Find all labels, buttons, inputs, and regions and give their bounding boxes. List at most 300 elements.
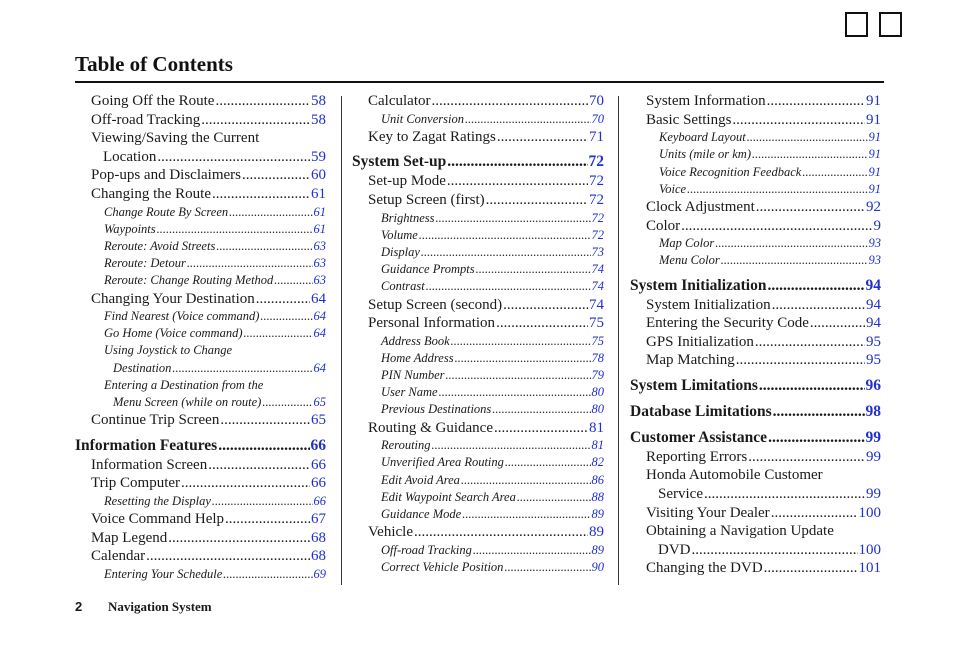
toc-page-link[interactable]: 60 xyxy=(311,167,326,184)
toc-leader-dots xyxy=(496,315,588,332)
toc-leader-dots xyxy=(455,351,591,366)
toc-page-link[interactable]: 90 xyxy=(591,559,604,574)
toc-entry[interactable] xyxy=(75,186,326,205)
toc-entry-label: Map Legend xyxy=(91,529,168,546)
toc-entry-label: Trip Computer xyxy=(91,475,181,492)
toc-page-link[interactable]: 68 xyxy=(311,529,326,546)
toc-entry-label: Map Matching xyxy=(646,352,735,369)
toc-page-link[interactable]: 89 xyxy=(589,524,604,541)
toc-entry[interactable] xyxy=(352,315,604,334)
toc-leader-dots xyxy=(764,560,858,577)
toc-entry[interactable] xyxy=(352,279,604,296)
toc-entry-label: Set-up Mode xyxy=(368,173,446,190)
nav-box-right[interactable] xyxy=(879,12,902,37)
toc-leader-dots xyxy=(157,149,310,166)
toc-page-link[interactable]: 81 xyxy=(591,438,604,453)
toc-entry[interactable] xyxy=(630,334,881,353)
toc-page-link[interactable]: 99 xyxy=(866,486,881,503)
toc-entry-label: Using Joystick to Change xyxy=(104,343,233,358)
toc-entry-label: Menu Color xyxy=(659,253,720,268)
toc-leader-dots xyxy=(492,402,590,417)
toc-entry[interactable] xyxy=(75,457,326,476)
toc-page-link[interactable]: 80 xyxy=(591,385,604,400)
toc-entry-label: Destination xyxy=(113,360,172,375)
toc-entry-label: Voice Command Help xyxy=(91,511,225,528)
toc-entry-label: System Limitations xyxy=(630,376,758,394)
toc-page-link[interactable]: 82 xyxy=(591,455,604,470)
toc-entry-label: Rerouting xyxy=(381,438,431,453)
toc-entry[interactable] xyxy=(352,93,604,112)
toc-entry[interactable] xyxy=(75,378,326,395)
toc-leader-dots xyxy=(229,205,312,220)
toc-entry[interactable] xyxy=(630,560,881,579)
toc-entry-label: System Information xyxy=(646,93,766,109)
toc-leader-dots xyxy=(439,385,591,400)
toc-entry[interactable] xyxy=(630,182,881,199)
toc-section-heading[interactable] xyxy=(630,271,881,297)
toc-page-link[interactable]: 91 xyxy=(868,147,881,162)
toc-page-link[interactable]: 58 xyxy=(311,93,326,109)
toc-leader-dots xyxy=(465,112,591,127)
toc-entry-label: Contrast xyxy=(381,279,425,294)
toc-page-link[interactable]: 72 xyxy=(589,191,604,208)
toc-entry-label: Reporting Errors xyxy=(646,448,748,465)
toc-entry[interactable] xyxy=(352,507,604,524)
toc-entry-label: Visiting Your Dealer xyxy=(646,504,770,521)
toc-entry[interactable] xyxy=(75,548,326,567)
toc-page-link[interactable]: 65 xyxy=(311,412,326,429)
toc-entry[interactable] xyxy=(352,211,604,228)
toc-leader-dots xyxy=(687,182,867,197)
toc-leader-dots xyxy=(461,473,591,488)
toc-page-link[interactable]: 66 xyxy=(311,475,326,492)
toc-entry[interactable] xyxy=(630,112,881,131)
toc-entry-label: Resetting the Display xyxy=(104,494,211,508)
toc-page-link[interactable]: 89 xyxy=(591,542,604,557)
toc-entry-label: Changing Your Destination xyxy=(91,290,255,307)
toc-page-link[interactable]: 72 xyxy=(591,227,604,242)
toc-entry[interactable] xyxy=(352,262,604,279)
toc-entry-label: Customer Assistance xyxy=(630,428,768,446)
toc-leader-dots xyxy=(732,112,865,129)
toc-entry-label: Entering the Security Code xyxy=(646,315,809,332)
toc-page-link[interactable]: 79 xyxy=(591,368,604,383)
toc-entry[interactable] xyxy=(75,326,326,343)
toc-entry-label: Keyboard Layout xyxy=(659,130,746,145)
toc-leader-dots xyxy=(256,291,310,308)
toc-column-2 xyxy=(352,93,604,577)
toc-page-link[interactable]: 71 xyxy=(589,128,604,145)
toc-entry-label: Home Address xyxy=(381,350,454,365)
toc-entry-label: Calendar xyxy=(91,548,146,565)
toc-entry[interactable] xyxy=(630,505,881,524)
toc-page-link[interactable]: 101 xyxy=(858,560,881,577)
toc-leader-dots xyxy=(212,186,310,203)
toc-entry-label: Information Features xyxy=(75,436,218,454)
toc-page-link[interactable]: 63 xyxy=(313,273,326,288)
toc-entry[interactable] xyxy=(75,93,326,112)
toc-entry[interactable] xyxy=(352,455,604,472)
toc-leader-dots xyxy=(486,192,588,209)
toc-entry-label: Guidance Prompts xyxy=(381,262,475,277)
toc-entry[interactable] xyxy=(352,473,604,490)
toc-page-link[interactable]: 68 xyxy=(311,548,326,565)
toc-leader-dots xyxy=(721,253,868,268)
toc-entry-label: GPS Initialization xyxy=(646,333,754,350)
toc-entry-label: Correct Vehicle Position xyxy=(381,559,504,574)
toc-entry[interactable] xyxy=(352,438,604,455)
toc-entry-label: Location xyxy=(103,148,157,165)
toc-entry-label: User Name xyxy=(381,385,438,400)
toc-entry-label: Honda Automobile Customer xyxy=(646,467,823,484)
toc-leader-dots xyxy=(759,377,865,395)
toc-page-link[interactable]: 99 xyxy=(865,428,881,446)
toc-entry-label: System Set-up xyxy=(352,153,447,171)
toc-page-link[interactable]: 99 xyxy=(866,448,881,465)
toc-page-link[interactable]: 74 xyxy=(591,262,604,277)
toc-page-link[interactable]: 64 xyxy=(311,290,326,307)
toc-entry-label: Display xyxy=(381,244,420,259)
toc-leader-dots xyxy=(768,429,864,447)
toc-page-link[interactable]: 72 xyxy=(589,173,604,190)
toc-leader-dots xyxy=(517,490,591,505)
toc-leader-dots xyxy=(421,245,591,260)
toc-page-link[interactable]: 100 xyxy=(858,541,881,558)
toc-page-link[interactable]: 92 xyxy=(866,198,881,215)
toc-leader-dots xyxy=(181,475,310,492)
toc-entry[interactable] xyxy=(352,524,604,543)
toc-entry-label: Personal Information xyxy=(368,315,496,332)
toc-page-link[interactable]: 80 xyxy=(591,402,604,417)
toc-leader-dots xyxy=(262,395,312,410)
toc-entry[interactable] xyxy=(630,449,881,468)
toc-entry[interactable] xyxy=(630,315,881,334)
toc-leader-dots xyxy=(432,438,591,453)
toc-entry-label: System Initialization xyxy=(630,276,767,294)
toc-entry-label: Voice xyxy=(659,181,687,196)
toc-page-link[interactable]: 63 xyxy=(313,256,326,271)
toc-entry[interactable] xyxy=(630,467,881,486)
toc-leader-dots xyxy=(736,352,865,369)
toc-entry-label: Change Route By Screen xyxy=(104,204,229,219)
toc-entry-label: Units (mile or km) xyxy=(659,147,751,162)
toc-entry[interactable] xyxy=(75,256,326,273)
toc-entry[interactable] xyxy=(75,309,326,326)
nav-box-left[interactable] xyxy=(845,12,868,37)
toc-page-link[interactable]: 70 xyxy=(591,111,604,126)
toc-page-link[interactable]: 64 xyxy=(313,326,326,341)
toc-entry[interactable] xyxy=(352,228,604,245)
toc-page-link[interactable]: 75 xyxy=(589,315,604,332)
toc-entry-label: Brightness xyxy=(381,210,435,225)
toc-entry[interactable] xyxy=(75,291,326,310)
toc-leader-dots xyxy=(504,560,590,575)
toc-section-heading[interactable] xyxy=(352,147,604,173)
toc-section-heading[interactable] xyxy=(630,397,881,423)
toc-page-link[interactable]: 66 xyxy=(310,436,326,454)
toc-page-link[interactable]: 74 xyxy=(591,279,604,294)
toc-leader-dots xyxy=(242,167,310,184)
toc-entry[interactable] xyxy=(75,112,326,131)
toc-page-link[interactable]: 91 xyxy=(868,130,881,145)
toc-entry-label: Calculator xyxy=(368,93,431,109)
toc-leader-dots xyxy=(244,326,313,341)
toc-entry-label: Pop-ups and Disclaimers xyxy=(91,167,241,184)
toc-page-link[interactable]: 93 xyxy=(868,236,881,251)
toc-page-link[interactable]: 66 xyxy=(311,456,326,473)
toc-entry[interactable] xyxy=(75,273,326,290)
toc-leader-dots xyxy=(212,494,313,509)
toc-page-link[interactable]: 64 xyxy=(313,309,326,324)
toc-entry[interactable] xyxy=(630,147,881,164)
toc-page-link[interactable]: 58 xyxy=(311,111,326,128)
toc-entry[interactable] xyxy=(75,222,326,239)
toc-leader-dots xyxy=(218,437,309,455)
toc-leader-dots xyxy=(157,222,313,237)
toc-entry[interactable] xyxy=(352,490,604,507)
toc-leader-dots xyxy=(208,457,310,474)
toc-entry[interactable] xyxy=(75,475,326,494)
toc-entry-label: Viewing/Saving the Current xyxy=(91,130,260,147)
toc-page-link[interactable]: 59 xyxy=(311,148,326,165)
toc-leader-dots xyxy=(476,262,591,277)
toc-entry[interactable] xyxy=(630,93,881,112)
toc-leader-dots xyxy=(215,93,310,110)
toc-entry-label: Database Limitations xyxy=(630,402,772,420)
toc-entry-label: Voice Recognition Feedback xyxy=(659,164,802,179)
toc-entry[interactable] xyxy=(75,149,326,168)
toc-entry-label: Service xyxy=(658,486,703,503)
toc-entry[interactable] xyxy=(75,494,326,511)
toc-entry-label: Map Color xyxy=(659,236,715,251)
toc-leader-dots xyxy=(748,449,865,466)
toc-section-heading[interactable] xyxy=(630,423,881,449)
toc-entry[interactable] xyxy=(75,395,326,412)
toc-page-link[interactable]: 72 xyxy=(588,153,604,171)
toc-entry-label: Routing & Guidance xyxy=(368,419,493,436)
toc-leader-dots xyxy=(768,277,865,295)
toc-page-link[interactable]: 81 xyxy=(589,419,604,436)
toc-page-link[interactable]: 67 xyxy=(311,511,326,528)
toc-entry[interactable] xyxy=(630,542,881,561)
toc-leader-dots xyxy=(172,361,312,376)
toc-entry-label: Entering a Destination from the xyxy=(104,377,264,392)
toc-page-link[interactable]: 91 xyxy=(868,164,881,179)
toc-entry[interactable] xyxy=(352,112,604,129)
toc-leader-dots xyxy=(168,530,310,547)
toc-page-link[interactable]: 75 xyxy=(591,333,604,348)
toc-entry[interactable] xyxy=(352,173,604,192)
toc-entry-label: Go Home (Voice command) xyxy=(104,326,243,341)
toc-entry-label: Clock Adjustment xyxy=(646,198,755,215)
column-divider-1 xyxy=(341,96,342,585)
toc-page-link[interactable]: 95 xyxy=(866,352,881,369)
toc-page-link[interactable]: 94 xyxy=(866,296,881,313)
toc-entry[interactable] xyxy=(630,253,881,270)
toc-page-link[interactable]: 100 xyxy=(858,504,881,521)
toc-entry[interactable] xyxy=(75,412,326,431)
toc-leader-dots xyxy=(274,273,312,288)
toc-leader-dots xyxy=(426,279,591,294)
toc-page-link[interactable]: 93 xyxy=(868,253,881,268)
toc-page-link[interactable]: 96 xyxy=(865,376,881,394)
toc-page-link[interactable]: 61 xyxy=(313,204,326,219)
toc-leader-dots xyxy=(715,236,867,251)
toc-leader-dots xyxy=(462,507,590,522)
toc-entry[interactable] xyxy=(352,351,604,368)
toc-leader-dots xyxy=(503,297,588,314)
toc-entry-label: Setup Screen (first) xyxy=(368,191,485,208)
column-divider-2 xyxy=(618,96,619,585)
toc-entry[interactable] xyxy=(352,420,604,439)
toc-entry[interactable] xyxy=(630,165,881,182)
toc-page-link[interactable]: 94 xyxy=(866,315,881,332)
toc-entry-label: PIN Number xyxy=(381,368,445,383)
toc-leader-dots xyxy=(435,211,590,226)
toc-leader-dots xyxy=(756,199,865,216)
toc-entry-label: Volume xyxy=(381,227,418,242)
toc-entry[interactable] xyxy=(352,245,604,262)
toc-entry-label: Previous Destinations xyxy=(381,402,492,417)
toc-page-link[interactable]: 63 xyxy=(313,238,326,253)
toc-page-link[interactable]: 61 xyxy=(311,185,326,202)
toc-entry[interactable] xyxy=(630,297,881,316)
title-rule xyxy=(75,81,884,83)
toc-leader-dots xyxy=(505,455,591,470)
toc-page-link[interactable]: 91 xyxy=(868,181,881,196)
toc-leader-dots xyxy=(447,173,588,190)
page-title: Table of Contents xyxy=(75,52,233,76)
toc-leader-dots xyxy=(810,315,865,332)
toc-entry[interactable] xyxy=(75,361,326,378)
toc-page-link[interactable]: 88 xyxy=(591,489,604,504)
toc-leader-dots xyxy=(446,368,591,383)
toc-page-link[interactable]: 72 xyxy=(591,210,604,225)
toc-leader-dots xyxy=(216,239,312,254)
toc-page-link[interactable]: 69 xyxy=(313,566,326,581)
toc-entry-label: Edit Avoid Area xyxy=(381,472,460,487)
toc-leader-dots xyxy=(260,309,312,324)
toc-entry-label: Unit Conversion xyxy=(381,111,464,126)
toc-entry[interactable] xyxy=(75,205,326,222)
toc-entry-label: Guidance Mode xyxy=(381,506,462,521)
toc-entry[interactable] xyxy=(352,368,604,385)
toc-entry-label: Basic Settings xyxy=(646,111,732,128)
toc-entry[interactable] xyxy=(630,236,881,253)
toc-entry[interactable] xyxy=(352,385,604,402)
toc-leader-dots xyxy=(772,297,865,314)
toc-section-heading[interactable] xyxy=(75,431,326,457)
toc-page-link[interactable]: 61 xyxy=(313,221,326,236)
toc-entry[interactable] xyxy=(352,192,604,211)
toc-page-link[interactable]: 91 xyxy=(866,93,881,109)
toc-entry[interactable] xyxy=(630,523,881,542)
toc-entry-label: Reroute: Change Routing Method xyxy=(104,273,274,288)
toc-entry[interactable] xyxy=(352,402,604,419)
toc-page-link[interactable]: 86 xyxy=(591,472,604,487)
toc-entry[interactable] xyxy=(352,129,604,148)
toc-entry[interactable] xyxy=(630,352,881,371)
toc-page-link[interactable]: 64 xyxy=(313,360,326,375)
toc-entry[interactable] xyxy=(75,167,326,186)
toc-entry-label: Edit Waypoint Search Area xyxy=(381,489,516,504)
toc-entry-label: Setup Screen (second) xyxy=(368,296,503,313)
toc-leader-dots xyxy=(755,334,865,351)
toc-leader-dots xyxy=(692,542,858,559)
toc-leader-dots xyxy=(752,147,868,162)
toc-section-heading[interactable] xyxy=(630,371,881,397)
toc-entry-label: Menu Screen (while on route) xyxy=(113,395,262,410)
toc-leader-dots xyxy=(771,505,858,522)
toc-page-link[interactable]: 74 xyxy=(589,296,604,313)
toc-entry[interactable] xyxy=(75,343,326,360)
toc-entry[interactable] xyxy=(75,530,326,549)
page-number: 2 xyxy=(75,599,83,614)
toc-entry[interactable] xyxy=(75,239,326,256)
toc-page-link[interactable]: 89 xyxy=(591,506,604,521)
toc-entry[interactable] xyxy=(352,560,604,577)
toc-page-link[interactable]: 78 xyxy=(591,350,604,365)
toc-entry-label: Vehicle xyxy=(368,524,413,541)
toc-leader-dots xyxy=(704,486,865,503)
toc-entry[interactable] xyxy=(630,218,881,237)
toc-page-link[interactable]: 9 xyxy=(873,217,881,234)
toc-entry[interactable] xyxy=(630,199,881,218)
toc-entry-label: Unverified Area Routing xyxy=(381,455,504,470)
toc-leader-dots xyxy=(419,228,591,243)
toc-leader-dots xyxy=(473,543,591,558)
toc-leader-dots xyxy=(451,334,591,349)
toc-entry-label: Reroute: Avoid Streets xyxy=(104,238,216,253)
toc-page-link[interactable]: 65 xyxy=(313,395,326,410)
toc-leader-dots xyxy=(431,93,588,110)
toc-entry-label: Key to Zagat Ratings xyxy=(368,128,496,145)
toc-entry-label: Off-road Tracking xyxy=(381,542,472,557)
toc-entry[interactable] xyxy=(75,567,326,584)
toc-entry-label: Going Off the Route xyxy=(91,93,215,109)
toc-entry[interactable] xyxy=(352,297,604,316)
toc-leader-dots xyxy=(201,112,310,129)
toc-entry[interactable] xyxy=(75,130,326,149)
toc-page-link[interactable]: 91 xyxy=(866,111,881,128)
toc-entry[interactable] xyxy=(352,543,604,560)
toc-entry-label: Information Screen xyxy=(91,456,208,473)
toc-column-3 xyxy=(630,93,881,579)
toc-entry[interactable] xyxy=(75,511,326,530)
toc-leader-dots xyxy=(223,567,312,582)
toc-entry-label: DVD xyxy=(658,541,691,558)
toc-leader-dots xyxy=(225,511,310,528)
toc-page-link[interactable]: 94 xyxy=(865,276,881,294)
toc-leader-dots xyxy=(747,130,868,145)
toc-page-link[interactable]: 95 xyxy=(866,333,881,350)
toc-page-link[interactable]: 66 xyxy=(313,494,326,508)
toc-entry-label: Address Book xyxy=(381,333,450,348)
toc-entry[interactable] xyxy=(630,486,881,505)
toc-page-link[interactable]: 98 xyxy=(865,402,881,420)
toc-entry-label: Off-road Tracking xyxy=(91,111,201,128)
toc-entry[interactable] xyxy=(352,334,604,351)
toc-leader-dots xyxy=(187,256,313,271)
toc-page-link[interactable]: 73 xyxy=(591,244,604,259)
toc-page-link[interactable]: 70 xyxy=(589,93,604,109)
toc-entry[interactable] xyxy=(630,130,881,147)
toc-entry-label: Entering Your Schedule xyxy=(104,566,223,581)
toc-leader-dots xyxy=(494,420,588,437)
toc-leader-dots xyxy=(414,524,588,541)
toc-column-1 xyxy=(75,93,326,584)
toc-entry-label: Changing the DVD xyxy=(646,560,763,577)
